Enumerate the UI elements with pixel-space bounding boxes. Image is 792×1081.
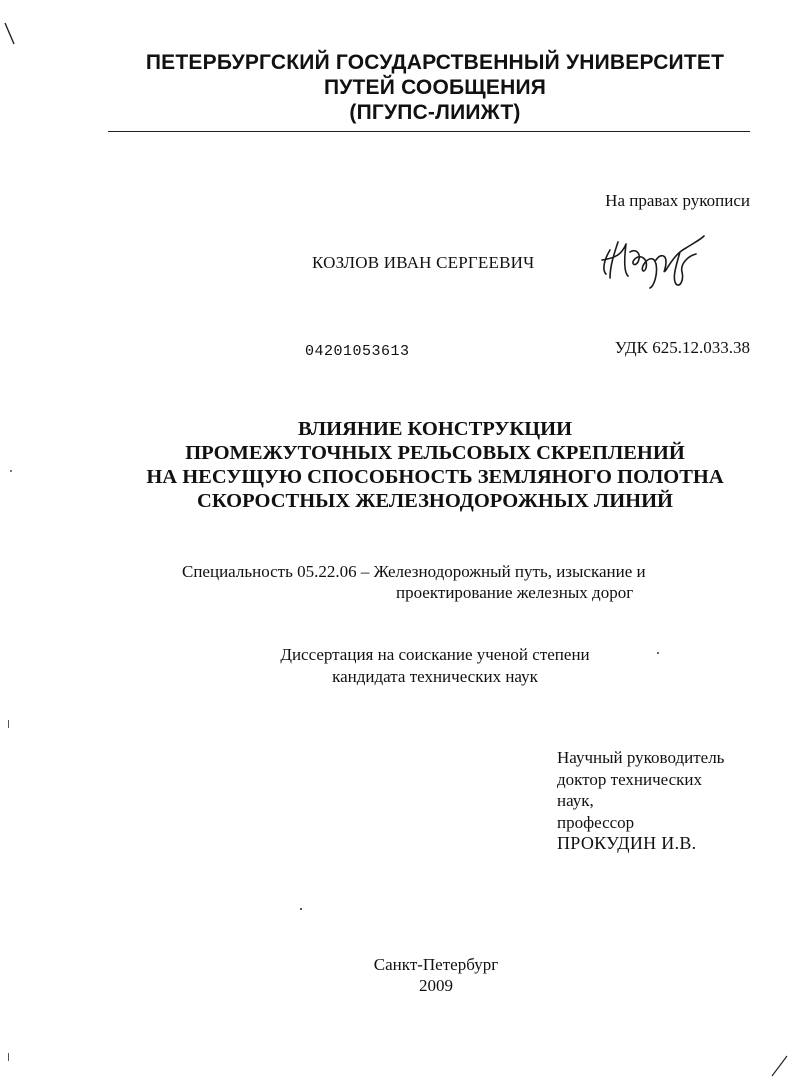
specialty — [182, 561, 646, 603]
scan-speck — [300, 908, 302, 910]
manuscript-note: На правах рукописи — [605, 191, 750, 210]
scan-speck — [657, 652, 659, 654]
title-line-3: НА НЕСУЩУЮ СПОСОБНОСТЬ ЗЕМЛЯНОГО ПОЛОТНА — [146, 466, 724, 488]
year: 2009 — [419, 976, 453, 995]
advisor-line-3: наук, — [557, 791, 594, 810]
title-line-2: ПРОМЕЖУТОЧНЫХ РЕЛЬСОВЫХ СКРЕПЛЕНИЙ — [185, 442, 685, 464]
university-line-3: (ПГУПС-ЛИИЖТ) — [349, 101, 521, 124]
scan-speck — [10, 470, 12, 472]
dissertation-title — [100, 417, 770, 513]
advisor-line-1: Научный руководитель — [557, 748, 725, 767]
header-rule — [108, 131, 750, 132]
registration-number: 04201053613 — [305, 343, 410, 360]
advisor-name: ПРОКУДИН И.В. — [557, 833, 697, 853]
scan-speck — [8, 1053, 9, 1061]
city: Санкт-Петербург — [373, 955, 499, 974]
specialty-line-1: Специальность 05.22.06 – Железнодорожный путь, изыскание и — [182, 562, 646, 581]
scan-mark-bottom-right — [768, 1052, 790, 1078]
scientific-advisor — [557, 747, 724, 855]
scan-mark-top-left — [2, 20, 18, 48]
advisor-line-4: профессор — [557, 812, 635, 832]
specialty-line-2: проектирование железных дорог — [396, 583, 634, 602]
degree-line-1: Диссертация на соискание ученой степени — [280, 645, 590, 664]
degree-statement — [260, 644, 610, 688]
udk-code: УДК 625.12.033.38 — [614, 338, 750, 357]
university-line-1: ПЕТЕРБУРГСКИЙ ГОСУДАРСТВЕННЫЙ УНИВЕРСИТЕТ — [145, 51, 725, 74]
title-line-4: СКОРОСТНЫХ ЖЕЛЕЗНОДОРОЖНЫХ ЛИНИЙ — [197, 490, 673, 512]
place-and-year — [350, 954, 522, 996]
university-line-2: ПУТЕЙ СООБЩЕНИЯ — [323, 76, 547, 99]
scan-speck — [8, 720, 9, 728]
advisor-line-2: доктор технических — [557, 769, 703, 789]
university-header — [90, 50, 780, 125]
title-line-1: ВЛИЯНИЕ КОНСТРУКЦИИ — [297, 418, 573, 440]
signature-icon — [596, 230, 708, 290]
degree-line-2: кандидата технических наук — [332, 667, 538, 686]
author-name: КОЗЛОВ ИВАН СЕРГЕЕВИЧ — [312, 253, 535, 272]
